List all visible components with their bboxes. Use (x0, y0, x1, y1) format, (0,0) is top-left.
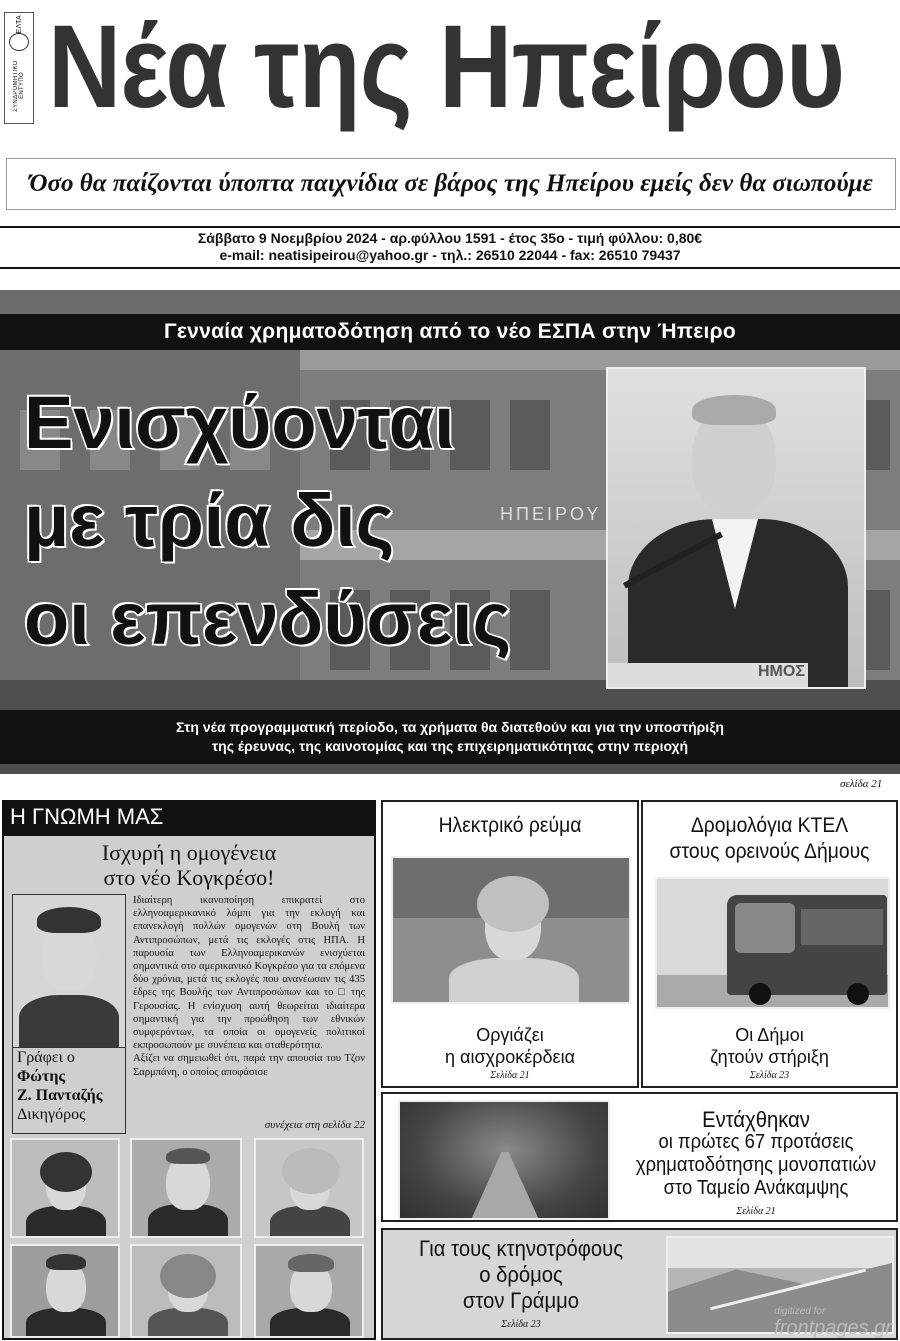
postal-stamp (4, 12, 34, 124)
headline-line-1: Ενισχύονται (24, 381, 455, 464)
building-sign: ΗΠΕΙΡΟΥ (500, 504, 602, 524)
watermark-main: frontpages.gr (774, 1317, 892, 1339)
podium-text: ΗΜΟΣ (608, 663, 808, 687)
subheadline-line-1: Στη νέα προγραμματική περίοδο, τα χρήματα θα διατεθούν και για την υποστήριξη (175, 719, 724, 735)
watermark-top: digitized for (774, 1306, 826, 1317)
portrait-4 (10, 1244, 120, 1338)
paths-title-line-2: οι πρώτες 67 προτάσεις (658, 1131, 854, 1153)
ktel-title (651, 813, 887, 865)
politician-photo (606, 367, 866, 689)
electricity-caption-line-2: η αισχροκέρδεια (445, 1047, 575, 1067)
portrait-3 (254, 1138, 364, 1238)
livestock-title-line-1: Για τους κτηνοτρόφους (419, 1236, 623, 1261)
stamp-elta-text: ΕΛΤΑ (15, 15, 23, 34)
electricity-photo (391, 856, 631, 1004)
watermark (774, 1306, 892, 1340)
author-last-name: Ζ. Πανταζής (17, 1087, 103, 1104)
opinion-body-paragraph-1: Ιδιαίτερη ικανοποίηση επικρατεί στο ελληνοαμερικανικό λόμπι για την εκλογή και επανεκλογή πολλών ομογενών στη Βουλή των Αντιπροσώπων, μετά τις εκλογές στις ΗΠΑ. Η παρουσία των Ελληνοαμερικανών ενισχύεται σημαντικά στο αμερικανικό Κογκρέσο για τα επόμενα δύο χρόνια, μετά τις εκλογές που ανανέωσαν τις 435 έδρες της Βουλής των Αντιπροσώπων και το □ της Γερουσίας. Η ενίσχυση αυτή θεωρείται ιδιαίτερα σημαντική για την προώθηση των εθνικών συμφερόντων, τα οποία οι ομογενείς πολιτικοί εκπροσωπούν με συνέπεια και σταθερότητα. (133, 895, 365, 1052)
author-role: Δικηγόρος (17, 1106, 86, 1123)
newspaper-title: Νέα της Ηπείρου (48, 1, 845, 133)
portrait-1 (10, 1138, 120, 1238)
paths-page-ref: Σελίδα 21 (736, 1206, 776, 1217)
lead-subheadline (0, 710, 900, 764)
opinion-body-paragraph-2: Αξίζει να σημειωθεί ότι, παρά την απουσία του Τζον Σαρμπάνη, ο οποίος αποφάσισε (133, 1053, 365, 1078)
issue-info-line2: e-mail: neatisipeirou@yahoo.gr - τηλ.: 26510 22044 - fax: 26510 79437 (219, 247, 681, 263)
portrait-5 (130, 1244, 242, 1338)
bus-photo (655, 877, 890, 1009)
livestock-page-ref: Σελίδα 23 (501, 1319, 541, 1330)
opinion-title-line-2: στο νέο Κογκρέσο! (103, 865, 275, 890)
livestock-title-line-2: ο δρόμος (479, 1262, 563, 1287)
paths-title-line-4: στο Ταμείο Ανάκαμψης (663, 1177, 849, 1199)
electricity-title: Ηλεκτρικό ρεύμα (438, 814, 582, 837)
stamp-seal-icon (9, 33, 29, 51)
divider-top (0, 226, 900, 228)
ktel-page-ref: Σελίδα 23 (749, 1070, 790, 1081)
divider-bottom (0, 267, 900, 269)
ktel-caption-line-1: Οι Δήμοι (735, 1025, 804, 1045)
ktel-caption (641, 1024, 898, 1068)
ktel-title-line-1: Δρομολόγια ΚΤΕΛ (690, 814, 849, 837)
lead-page-ref: σελίδα 21 (840, 778, 883, 790)
issue-info-line1: Σάββατο 9 Νοεμβρίου 2024 - αρ.φύλλου 1591 - έτος 35ο - τιμή φύλλου: 0,80€ (197, 230, 703, 246)
ktel-title-line-2: στους ορεινούς Δήμους (669, 840, 870, 863)
lead-headline (24, 374, 614, 668)
livestock-title (392, 1236, 650, 1314)
stamp-subscription-text: ΣΥΝΔΡΟΜΗΤΙΚΟ ΕΝΤΥΠΟ (13, 60, 25, 112)
electricity-page-ref: Σελίδα 21 (490, 1070, 530, 1081)
slogan: Όσο θα παίζονται ύποπτα παιχνίδια σε βάρος της Ηπείρου εμείς δεν θα σιωπούμε (6, 158, 896, 210)
opinion-body (133, 894, 365, 1079)
lead-kicker: Γενναία χρηματοδότηση από το νέο ΕΣΠΑ στην Ήπειρο (0, 314, 900, 350)
author-first-name: Φώτης (17, 1068, 66, 1085)
author-byline (12, 1048, 126, 1134)
author-prefix: Γράφει ο (17, 1049, 75, 1066)
electricity-caption (381, 1024, 639, 1068)
portrait-2 (130, 1138, 242, 1238)
paths-title-line-1: Εντάχθηκαν (702, 1107, 810, 1132)
opinion-continued: συνέχεια στη σελίδα 22 (264, 1119, 365, 1131)
opinion-title-line-1: Ισχυρή η ομογένεια (101, 840, 277, 865)
paths-title-line-3: χρηματοδότησης μονοπατιών (635, 1154, 877, 1176)
paths-title (631, 1108, 881, 1200)
electricity-caption-line-1: Οργιάζει (476, 1025, 544, 1045)
livestock-title-line-3: στον Γράμμο (462, 1288, 580, 1313)
headline-line-3: οι επενδύσεις (24, 577, 512, 660)
portrait-6 (254, 1244, 364, 1338)
opinion-title (2, 840, 376, 890)
author-photo (12, 894, 126, 1048)
ktel-caption-line-2: ζητούν στήριξη (710, 1047, 829, 1067)
headline-line-2: με τρία δις (24, 479, 395, 562)
opinion-section-label: Η ΓΝΩΜΗ ΜΑΣ (2, 800, 376, 834)
subheadline-line-2: της έρευνας, της καινοτομίας και της επιχειρηματικότητας στην περιοχή (211, 738, 689, 754)
forest-path-photo (398, 1100, 610, 1220)
